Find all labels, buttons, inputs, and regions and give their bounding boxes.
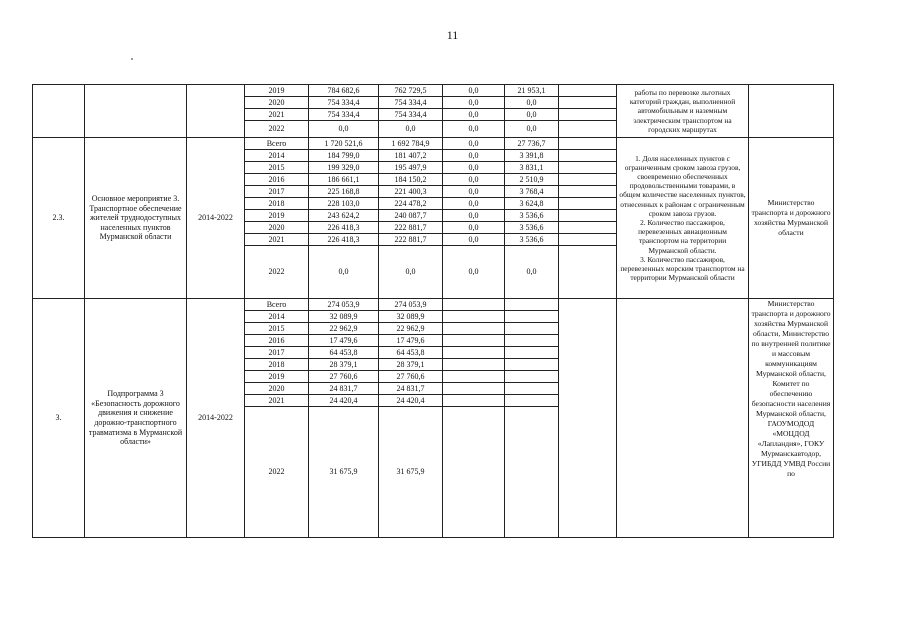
indicator-cell: 1. Доля населенных пунктов с ограниченным сроком завоза грузов, своевременно обеспеченных продовольственными товарами, в общем количестве населенных пунктов, отнесенных к районам с ограниченным сроком завоза грузов. 2. Количество пассажиров, перевезенных авиационным транспортом на территории Мурманской области. 3. Количество пассажиров, перевезенных морским транспортом на территории Мурманской области — [617, 138, 749, 299]
other-cell — [505, 383, 559, 395]
other-cell — [505, 359, 559, 371]
empty-cell — [559, 162, 617, 174]
federal-cell: 0,0 — [443, 150, 505, 162]
empty-cell — [559, 246, 617, 299]
federal-cell: 0,0 — [443, 234, 505, 246]
regional-cell: 181 407,2 — [379, 150, 443, 162]
regional-cell: 184 150,2 — [379, 174, 443, 186]
regional-cell: 28 379,1 — [379, 359, 443, 371]
empty-cell — [559, 85, 617, 97]
period-cell: 2014-2022 — [187, 299, 245, 538]
other-cell — [505, 323, 559, 335]
total-cell: 184 799,0 — [309, 150, 379, 162]
regional-cell: 222 881,7 — [379, 222, 443, 234]
total-cell: 24 420,4 — [309, 395, 379, 407]
year-cell: 2014 — [245, 150, 309, 162]
total-cell: 754 334,4 — [309, 109, 379, 121]
responsible-cell: Министерство транспорта и дорожного хозяйства Мурманской области — [749, 138, 834, 299]
empty-cell — [559, 121, 617, 138]
year-cell: 2020 — [245, 97, 309, 109]
federal-cell: 0,0 — [443, 121, 505, 138]
federal-cell — [443, 335, 505, 347]
row-number-cell: 3. — [33, 299, 85, 538]
other-cell: 3 624,8 — [505, 198, 559, 210]
federal-cell: 0,0 — [443, 109, 505, 121]
federal-cell — [443, 347, 505, 359]
regional-cell: 224 478,2 — [379, 198, 443, 210]
regional-cell: 754 334,4 — [379, 109, 443, 121]
period-cell: 2014-2022 — [187, 138, 245, 299]
federal-cell: 0,0 — [443, 85, 505, 97]
other-cell: 3 768,4 — [505, 186, 559, 198]
total-cell: 228 103,0 — [309, 198, 379, 210]
regional-cell: 27 760,6 — [379, 371, 443, 383]
year-cell: 2022 — [245, 121, 309, 138]
regional-cell: 32 089,9 — [379, 311, 443, 323]
total-cell: 1 720 521,6 — [309, 138, 379, 150]
year-cell: 2019 — [245, 85, 309, 97]
year-cell: 2016 — [245, 335, 309, 347]
year-cell: 2017 — [245, 347, 309, 359]
other-cell — [505, 335, 559, 347]
other-cell — [505, 311, 559, 323]
year-cell: 2022 — [245, 246, 309, 299]
year-cell: 2016 — [245, 174, 309, 186]
other-cell — [505, 407, 559, 538]
regional-cell: 1 692 784,9 — [379, 138, 443, 150]
regional-cell: 17 479,6 — [379, 335, 443, 347]
other-cell — [505, 395, 559, 407]
other-cell: 0,0 — [505, 121, 559, 138]
year-cell: 2019 — [245, 371, 309, 383]
other-cell — [505, 347, 559, 359]
total-cell: 22 962,9 — [309, 323, 379, 335]
regional-cell: 222 881,7 — [379, 234, 443, 246]
year-cell: Всего — [245, 138, 309, 150]
total-cell: 27 760,6 — [309, 371, 379, 383]
total-cell: 64 453,8 — [309, 347, 379, 359]
empty-cell — [559, 299, 617, 538]
federal-cell: 0,0 — [443, 198, 505, 210]
year-cell: Всего — [245, 299, 309, 311]
activity-name-cell: Подпрограмма 3 «Безопасность дорожного движения и снижение дорожно-транспортного травматизма в Мурманской области» — [85, 299, 187, 538]
scan-speck — [131, 58, 133, 60]
regional-cell: 0,0 — [379, 121, 443, 138]
year-cell: 2021 — [245, 109, 309, 121]
federal-cell: 0,0 — [443, 186, 505, 198]
empty-cell — [559, 138, 617, 150]
row-number-cell — [33, 85, 85, 138]
empty-cell — [559, 210, 617, 222]
program-table — [32, 84, 834, 538]
page-number: 11 — [446, 28, 459, 42]
other-cell: 3 536,6 — [505, 210, 559, 222]
indicator-cell — [617, 299, 749, 538]
total-cell: 274 053,9 — [309, 299, 379, 311]
regional-cell: 22 962,9 — [379, 323, 443, 335]
regional-cell: 195 497,9 — [379, 162, 443, 174]
other-cell: 3 391,8 — [505, 150, 559, 162]
empty-cell — [559, 150, 617, 162]
responsible-cell — [749, 85, 834, 138]
regional-cell: 762 729,5 — [379, 85, 443, 97]
regional-cell: 24 831,7 — [379, 383, 443, 395]
year-cell: 2015 — [245, 323, 309, 335]
total-cell: 243 624,2 — [309, 210, 379, 222]
regional-cell: 274 053,9 — [379, 299, 443, 311]
regional-cell: 240 087,7 — [379, 210, 443, 222]
other-cell: 3 536,6 — [505, 234, 559, 246]
federal-cell — [443, 371, 505, 383]
other-cell: 0,0 — [505, 246, 559, 299]
regional-cell: 221 400,3 — [379, 186, 443, 198]
year-cell: 2020 — [245, 383, 309, 395]
federal-cell: 0,0 — [443, 162, 505, 174]
federal-cell — [443, 395, 505, 407]
table-row — [33, 299, 834, 311]
total-cell: 186 661,1 — [309, 174, 379, 186]
other-cell: 21 953,1 — [505, 85, 559, 97]
year-cell: 2019 — [245, 210, 309, 222]
regional-cell: 0,0 — [379, 246, 443, 299]
other-cell: 0,0 — [505, 97, 559, 109]
other-cell: 2 510,9 — [505, 174, 559, 186]
activity-name-cell — [85, 85, 187, 138]
other-cell: 3 536,6 — [505, 222, 559, 234]
federal-cell: 0,0 — [443, 210, 505, 222]
total-cell: 0,0 — [309, 121, 379, 138]
federal-cell: 0,0 — [443, 97, 505, 109]
year-cell: 2015 — [245, 162, 309, 174]
other-cell: 3 831,1 — [505, 162, 559, 174]
total-cell: 225 168,8 — [309, 186, 379, 198]
total-cell: 754 334,4 — [309, 97, 379, 109]
total-cell: 226 418,3 — [309, 234, 379, 246]
federal-cell — [443, 323, 505, 335]
regional-cell: 31 675,9 — [379, 407, 443, 538]
period-cell — [187, 85, 245, 138]
total-cell: 199 329,0 — [309, 162, 379, 174]
row-number-cell: 2.3. — [33, 138, 85, 299]
federal-cell: 0,0 — [443, 138, 505, 150]
empty-cell — [559, 186, 617, 198]
federal-cell: 0,0 — [443, 222, 505, 234]
total-cell: 226 418,3 — [309, 222, 379, 234]
indicator-cell: работы по перевозке льготных категорий граждан, выполненной автомобильным и наземным электрическим транспортом на городских маршрутах — [617, 85, 749, 138]
year-cell: 2022 — [245, 407, 309, 538]
total-cell: 31 675,9 — [309, 407, 379, 538]
federal-cell — [443, 359, 505, 371]
other-cell: 0,0 — [505, 109, 559, 121]
empty-cell — [559, 109, 617, 121]
federal-cell: 0,0 — [443, 246, 505, 299]
federal-cell: 0,0 — [443, 174, 505, 186]
total-cell: 28 379,1 — [309, 359, 379, 371]
total-cell: 24 831,7 — [309, 383, 379, 395]
table-row — [33, 138, 834, 150]
empty-cell — [559, 234, 617, 246]
empty-cell — [559, 222, 617, 234]
regional-cell: 754 334,4 — [379, 97, 443, 109]
total-cell: 784 682,6 — [309, 85, 379, 97]
federal-cell — [443, 311, 505, 323]
regional-cell: 24 420,4 — [379, 395, 443, 407]
empty-cell — [559, 97, 617, 109]
year-cell: 2014 — [245, 311, 309, 323]
empty-cell — [559, 198, 617, 210]
total-cell: 17 479,6 — [309, 335, 379, 347]
federal-cell — [443, 299, 505, 311]
federal-cell — [443, 407, 505, 538]
federal-cell — [443, 383, 505, 395]
table-row — [33, 85, 834, 97]
responsible-cell: Министерство транспорта и дорожного хозяйства Мурманской области, Министерство по внутренней политике и массовым коммуникациям Мурманской области, Комитет по обеспечению безопасности населения Мурманской области, ГАОУМОДОД «МОЦДОД «Лапландия», ГОКУ Мурманскавтодор, УГИБДД УМВД России по — [749, 299, 834, 538]
total-cell: 32 089,9 — [309, 311, 379, 323]
year-cell: 2021 — [245, 234, 309, 246]
activity-name-cell: Основное мероприятие 3. Транспортное обеспечение жителей труднодоступных населенных пунктов Мурманской области — [85, 138, 187, 299]
year-cell: 2020 — [245, 222, 309, 234]
other-cell — [505, 371, 559, 383]
empty-cell — [559, 174, 617, 186]
other-cell: 27 736,7 — [505, 138, 559, 150]
year-cell: 2018 — [245, 359, 309, 371]
total-cell: 0,0 — [309, 246, 379, 299]
other-cell — [505, 299, 559, 311]
regional-cell: 64 453,8 — [379, 347, 443, 359]
year-cell: 2018 — [245, 198, 309, 210]
year-cell: 2017 — [245, 186, 309, 198]
year-cell: 2021 — [245, 395, 309, 407]
